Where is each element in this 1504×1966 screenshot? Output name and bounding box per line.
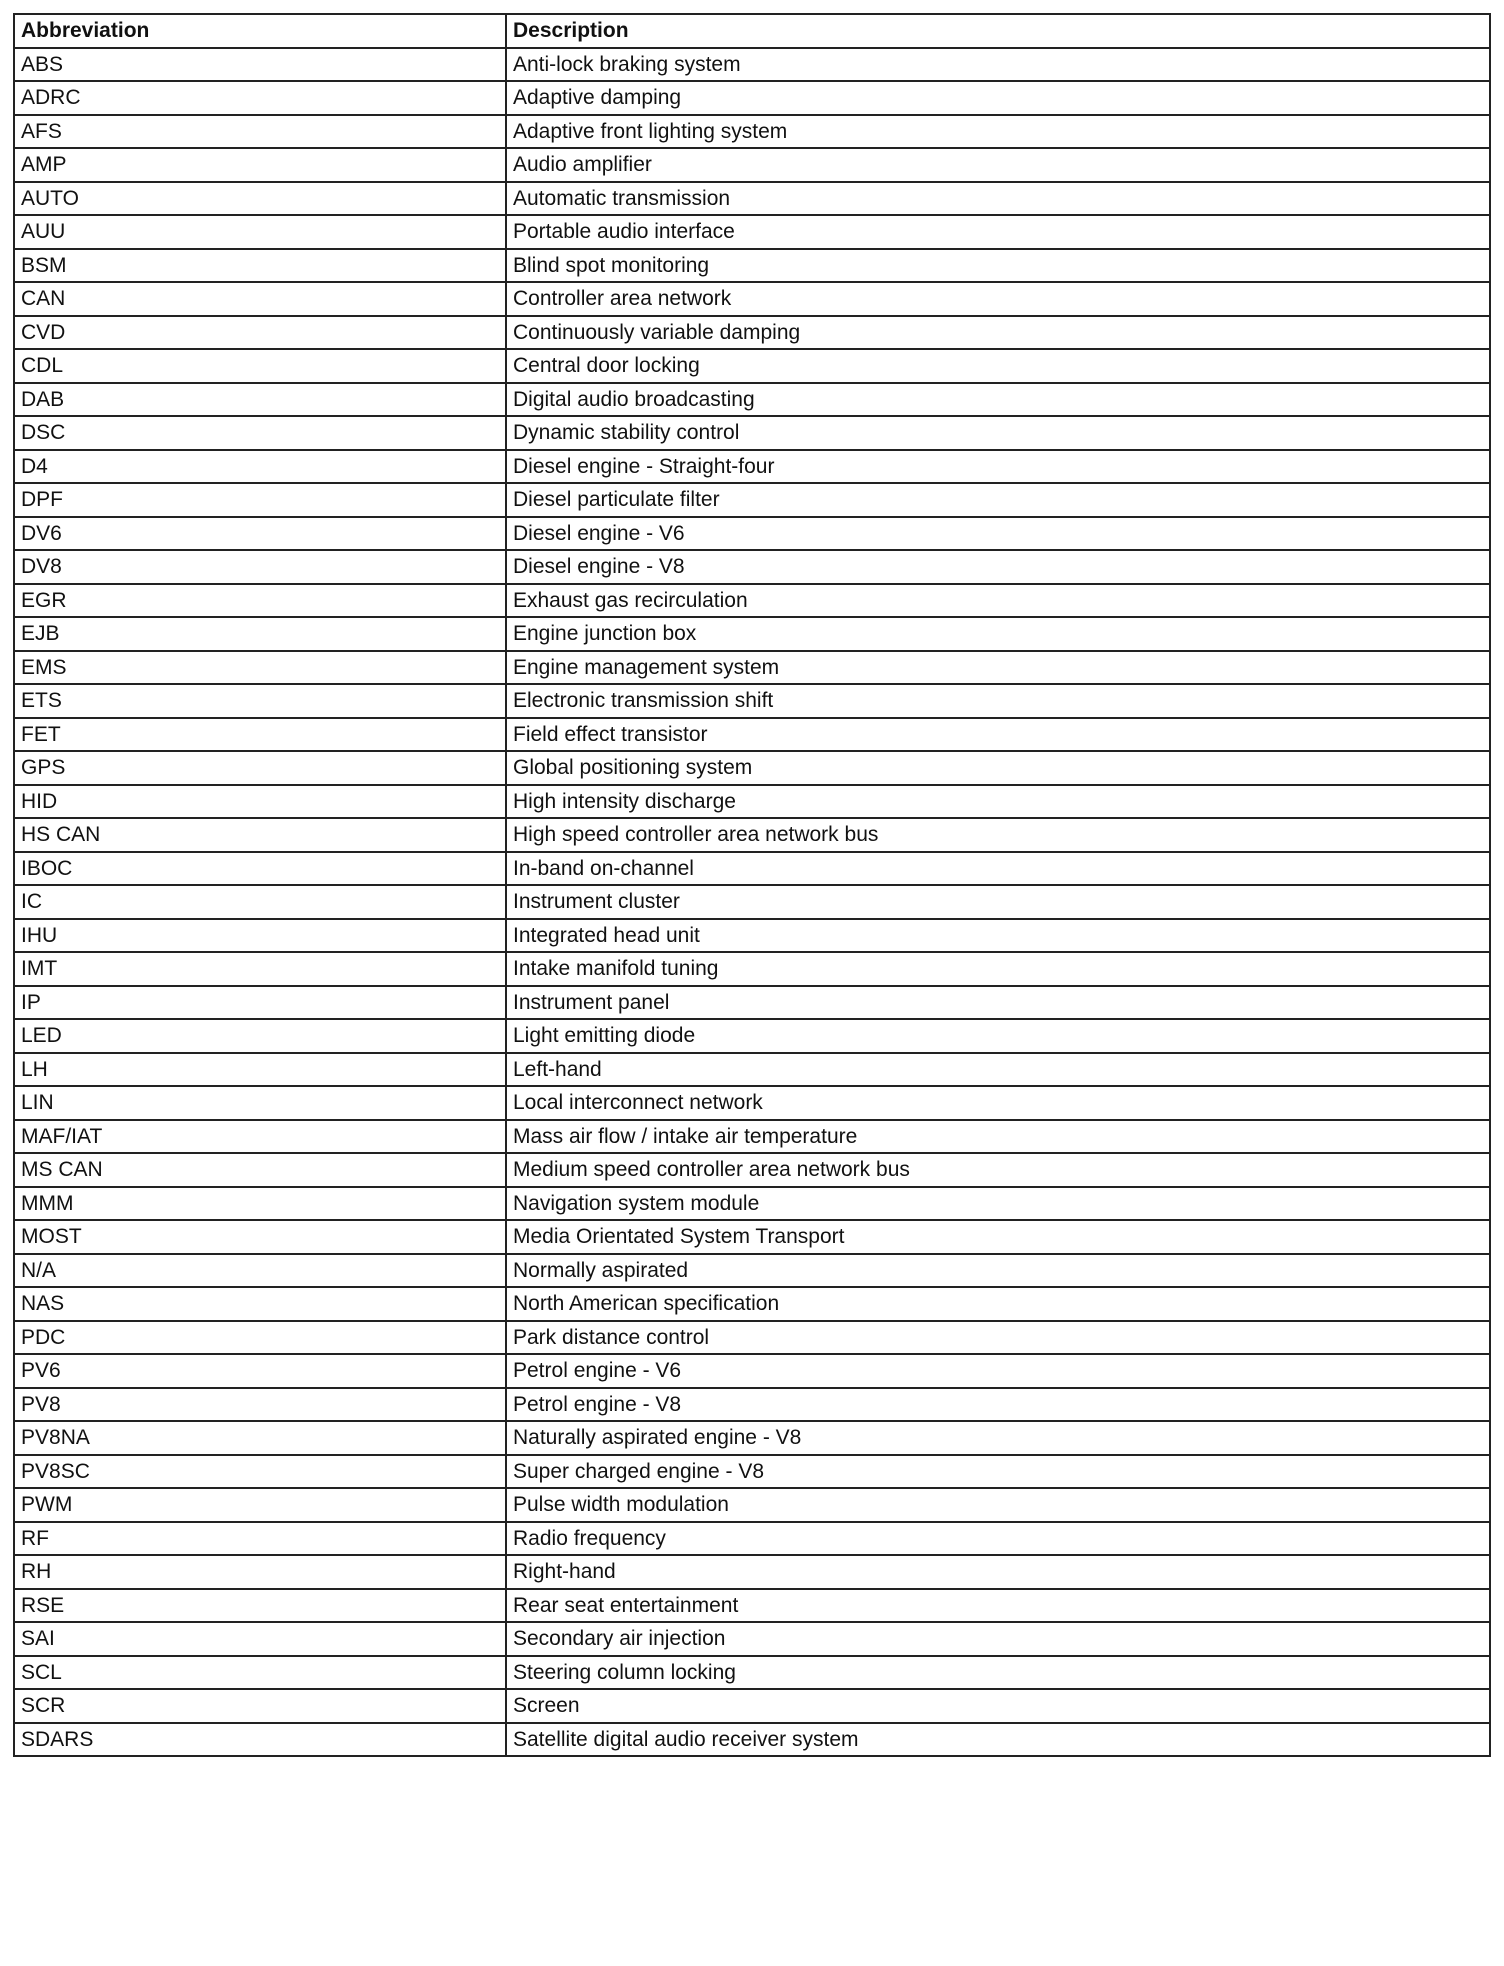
description-cell: Light emitting diode — [506, 1019, 1490, 1053]
abbreviation-cell: FET — [14, 718, 506, 752]
abbreviation-cell: CDL — [14, 349, 506, 383]
abbreviation-cell: DV8 — [14, 550, 506, 584]
table-row — [14, 1354, 1490, 1388]
abbreviation-cell: RH — [14, 1555, 506, 1589]
description-cell: Radio frequency — [506, 1522, 1490, 1556]
description-cell: Diesel engine - V6 — [506, 517, 1490, 551]
description-cell: Media Orientated System Transport — [506, 1220, 1490, 1254]
abbreviation-cell: PV6 — [14, 1354, 506, 1388]
table-row — [14, 517, 1490, 551]
abbreviation-cell: PWM — [14, 1488, 506, 1522]
table-row — [14, 115, 1490, 149]
table-row — [14, 1220, 1490, 1254]
description-cell: Satellite digital audio receiver system — [506, 1723, 1490, 1757]
description-cell: Medium speed controller area network bus — [506, 1153, 1490, 1187]
table-header — [14, 14, 1490, 48]
table-row — [14, 282, 1490, 316]
description-cell: Blind spot monitoring — [506, 249, 1490, 283]
description-cell: Central door locking — [506, 349, 1490, 383]
abbreviation-cell: EJB — [14, 617, 506, 651]
table-row — [14, 1254, 1490, 1288]
table-row — [14, 1689, 1490, 1723]
table-row — [14, 483, 1490, 517]
description-cell: Engine junction box — [506, 617, 1490, 651]
abbreviation-cell: ABS — [14, 48, 506, 82]
abbreviations-table-container — [13, 13, 1489, 1757]
table-row — [14, 885, 1490, 919]
abbreviation-cell: IP — [14, 986, 506, 1020]
table-row — [14, 383, 1490, 417]
table-row — [14, 818, 1490, 852]
description-cell: Normally aspirated — [506, 1254, 1490, 1288]
abbreviation-cell: MAF/IAT — [14, 1120, 506, 1154]
description-cell: Digital audio broadcasting — [506, 383, 1490, 417]
description-cell: High intensity discharge — [506, 785, 1490, 819]
table-row — [14, 986, 1490, 1020]
table-row — [14, 1153, 1490, 1187]
description-cell: Automatic transmission — [506, 182, 1490, 216]
abbreviation-cell: SDARS — [14, 1723, 506, 1757]
table-row — [14, 249, 1490, 283]
abbreviations-table — [13, 13, 1491, 1757]
header-description: Description — [506, 14, 1490, 48]
table-row — [14, 1053, 1490, 1087]
table-row — [14, 182, 1490, 216]
table-row — [14, 1321, 1490, 1355]
table-row — [14, 651, 1490, 685]
table-row — [14, 785, 1490, 819]
description-cell: Park distance control — [506, 1321, 1490, 1355]
table-row — [14, 584, 1490, 618]
abbreviation-cell: DV6 — [14, 517, 506, 551]
description-cell: Diesel particulate filter — [506, 483, 1490, 517]
table-row — [14, 1287, 1490, 1321]
table-row — [14, 1455, 1490, 1489]
abbreviation-cell: AUTO — [14, 182, 506, 216]
description-cell: Field effect transistor — [506, 718, 1490, 752]
description-cell: Adaptive front lighting system — [506, 115, 1490, 149]
abbreviation-cell: SCR — [14, 1689, 506, 1723]
description-cell: Continuously variable damping — [506, 316, 1490, 350]
abbreviation-cell: D4 — [14, 450, 506, 484]
abbreviation-cell: CVD — [14, 316, 506, 350]
abbreviation-cell: LIN — [14, 1086, 506, 1120]
header-abbreviation: Abbreviation — [14, 14, 506, 48]
description-cell: Naturally aspirated engine - V8 — [506, 1421, 1490, 1455]
table-row — [14, 617, 1490, 651]
description-cell: Petrol engine - V8 — [506, 1388, 1490, 1422]
description-cell: Intake manifold tuning — [506, 952, 1490, 986]
abbreviation-cell: HID — [14, 785, 506, 819]
abbreviation-cell: BSM — [14, 249, 506, 283]
description-cell: Global positioning system — [506, 751, 1490, 785]
description-cell: Electronic transmission shift — [506, 684, 1490, 718]
table-row — [14, 1488, 1490, 1522]
abbreviation-cell: ETS — [14, 684, 506, 718]
table-row — [14, 450, 1490, 484]
table-row — [14, 919, 1490, 953]
description-cell: Diesel engine - Straight-four — [506, 450, 1490, 484]
table-row — [14, 316, 1490, 350]
description-cell: Right-hand — [506, 1555, 1490, 1589]
table-row — [14, 1522, 1490, 1556]
table-row — [14, 349, 1490, 383]
abbreviation-cell: MS CAN — [14, 1153, 506, 1187]
description-cell: North American specification — [506, 1287, 1490, 1321]
header-row — [14, 14, 1490, 48]
abbreviation-cell: N/A — [14, 1254, 506, 1288]
table-row — [14, 952, 1490, 986]
description-cell: Steering column locking — [506, 1656, 1490, 1690]
table-row — [14, 751, 1490, 785]
abbreviation-cell: AUU — [14, 215, 506, 249]
abbreviation-cell: DPF — [14, 483, 506, 517]
table-row — [14, 852, 1490, 886]
description-cell: Instrument cluster — [506, 885, 1490, 919]
table-row — [14, 684, 1490, 718]
table-row — [14, 1555, 1490, 1589]
abbreviation-cell: IHU — [14, 919, 506, 953]
abbreviation-cell: PDC — [14, 1321, 506, 1355]
abbreviation-cell: PV8NA — [14, 1421, 506, 1455]
description-cell: Portable audio interface — [506, 215, 1490, 249]
description-cell: High speed controller area network bus — [506, 818, 1490, 852]
abbreviation-cell: IC — [14, 885, 506, 919]
abbreviation-cell: DAB — [14, 383, 506, 417]
abbreviation-cell: SAI — [14, 1622, 506, 1656]
table-row — [14, 1656, 1490, 1690]
description-cell: Pulse width modulation — [506, 1488, 1490, 1522]
abbreviation-cell: EGR — [14, 584, 506, 618]
description-cell: Controller area network — [506, 282, 1490, 316]
description-cell: Diesel engine - V8 — [506, 550, 1490, 584]
abbreviation-cell: SCL — [14, 1656, 506, 1690]
abbreviation-cell: PV8SC — [14, 1455, 506, 1489]
description-cell: Audio amplifier — [506, 148, 1490, 182]
abbreviation-cell: AFS — [14, 115, 506, 149]
table-row — [14, 1622, 1490, 1656]
description-cell: Anti-lock braking system — [506, 48, 1490, 82]
table-row — [14, 718, 1490, 752]
abbreviation-cell: AMP — [14, 148, 506, 182]
abbreviation-cell: DSC — [14, 416, 506, 450]
table-row — [14, 1086, 1490, 1120]
abbreviation-cell: PV8 — [14, 1388, 506, 1422]
table-row — [14, 215, 1490, 249]
abbreviation-cell: GPS — [14, 751, 506, 785]
description-cell: In-band on-channel — [506, 852, 1490, 886]
table-row — [14, 1421, 1490, 1455]
description-cell: Left-hand — [506, 1053, 1490, 1087]
abbreviation-cell: IMT — [14, 952, 506, 986]
description-cell: Integrated head unit — [506, 919, 1490, 953]
abbreviation-cell: ADRC — [14, 81, 506, 115]
abbreviation-cell: LED — [14, 1019, 506, 1053]
abbreviation-cell: RSE — [14, 1589, 506, 1623]
table-row — [14, 1589, 1490, 1623]
abbreviation-cell: IBOC — [14, 852, 506, 886]
description-cell: Dynamic stability control — [506, 416, 1490, 450]
table-body — [14, 48, 1490, 1757]
table-row — [14, 81, 1490, 115]
abbreviation-cell: EMS — [14, 651, 506, 685]
table-row — [14, 1723, 1490, 1757]
abbreviation-cell: HS CAN — [14, 818, 506, 852]
abbreviation-cell: LH — [14, 1053, 506, 1087]
table-row — [14, 148, 1490, 182]
abbreviation-cell: RF — [14, 1522, 506, 1556]
table-row — [14, 1187, 1490, 1221]
table-row — [14, 1019, 1490, 1053]
table-row — [14, 1388, 1490, 1422]
table-row — [14, 48, 1490, 82]
description-cell: Navigation system module — [506, 1187, 1490, 1221]
abbreviation-cell: MOST — [14, 1220, 506, 1254]
description-cell: Local interconnect network — [506, 1086, 1490, 1120]
abbreviation-cell: CAN — [14, 282, 506, 316]
description-cell: Secondary air injection — [506, 1622, 1490, 1656]
table-row — [14, 416, 1490, 450]
description-cell: Screen — [506, 1689, 1490, 1723]
description-cell: Engine management system — [506, 651, 1490, 685]
description-cell: Mass air flow / intake air temperature — [506, 1120, 1490, 1154]
table-row — [14, 1120, 1490, 1154]
description-cell: Instrument panel — [506, 986, 1490, 1020]
description-cell: Petrol engine - V6 — [506, 1354, 1490, 1388]
abbreviation-cell: MMM — [14, 1187, 506, 1221]
description-cell: Super charged engine - V8 — [506, 1455, 1490, 1489]
table-row — [14, 550, 1490, 584]
abbreviation-cell: NAS — [14, 1287, 506, 1321]
description-cell: Rear seat entertainment — [506, 1589, 1490, 1623]
description-cell: Adaptive damping — [506, 81, 1490, 115]
description-cell: Exhaust gas recirculation — [506, 584, 1490, 618]
